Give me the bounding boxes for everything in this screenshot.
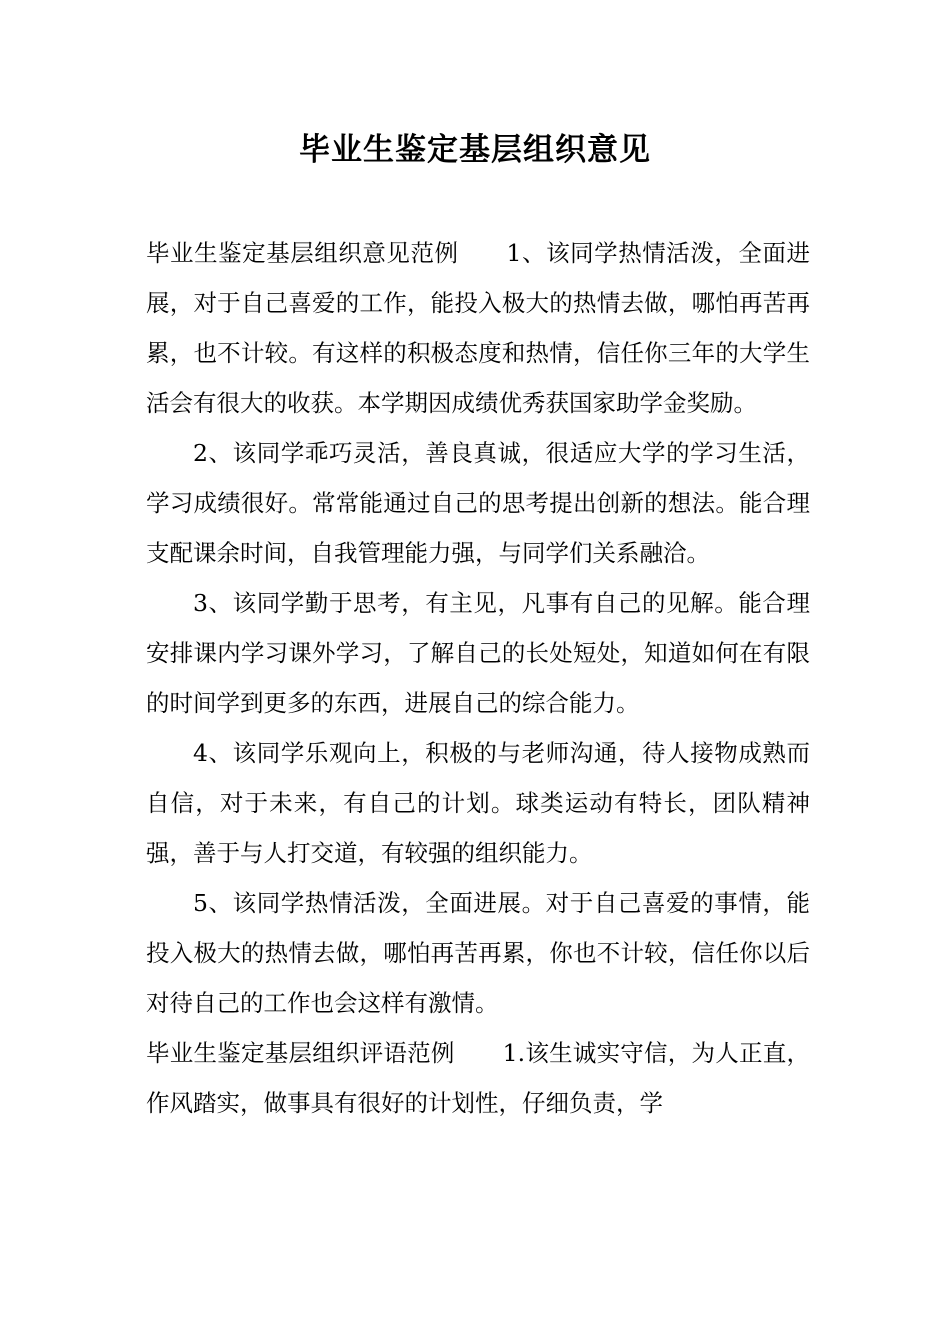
section-1-item-1: 1、该同学热情活泼，全面进展，对于自己喜爱的工作，能投入极大的热情去做，哪怕再苦再累，也不计较。有这样的积极态度和热情，信任你三年的大学生活会有很大的收获。本学期因成绩优秀获国家助学金奖励。 [146, 239, 811, 417]
section-1-item-3: 3、该同学勤于思考，有主见，凡事有自己的见解。能合理安排课内学习课外学习，了解自己的长处短处，知道如何在有限的时间学到更多的东西，进展自己的综合能力。 [146, 589, 810, 717]
section-1-paragraph-1 [146, 228, 810, 428]
section-1-heading: 毕业生鉴定基层组织意见范例 [146, 239, 459, 267]
document-title: 毕业生鉴定基层组织意见 [299, 132, 651, 168]
section-1-item-5: 5、该同学热情活泼，全面进展。对于自己喜爱的事情，能投入极大的热情去做，哪怕再苦再累，你也不计较，信任你以后对待自己的工作也会这样有激情。 [146, 889, 810, 1017]
document-body [146, 228, 810, 1128]
section-2-paragraph-1 [146, 1028, 810, 1128]
section-2-item-1: 1.该生诚实守信，为人正直，作风踏实，做事具有很好的计划性，仔细负责，学 [146, 1039, 811, 1117]
section-2-heading: 毕业生鉴定基层组织评语范例 [146, 1039, 455, 1067]
section-1-item-4: 4、该同学乐观向上，积极的与老师沟通，待人接物成熟而自信，对于未来，有自己的计划。球类运动有特长，团队精神强，善于与人打交道，有较强的组织能力。 [146, 739, 810, 867]
section-1-item-2: 2、该同学乖巧灵活，善良真诚，很适应大学的学习生活，学习成绩很好。常常能通过自己的思考提出创新的想法。能合理支配课余时间，自我管理能力强，与同学们关系融洽。 [146, 439, 810, 567]
